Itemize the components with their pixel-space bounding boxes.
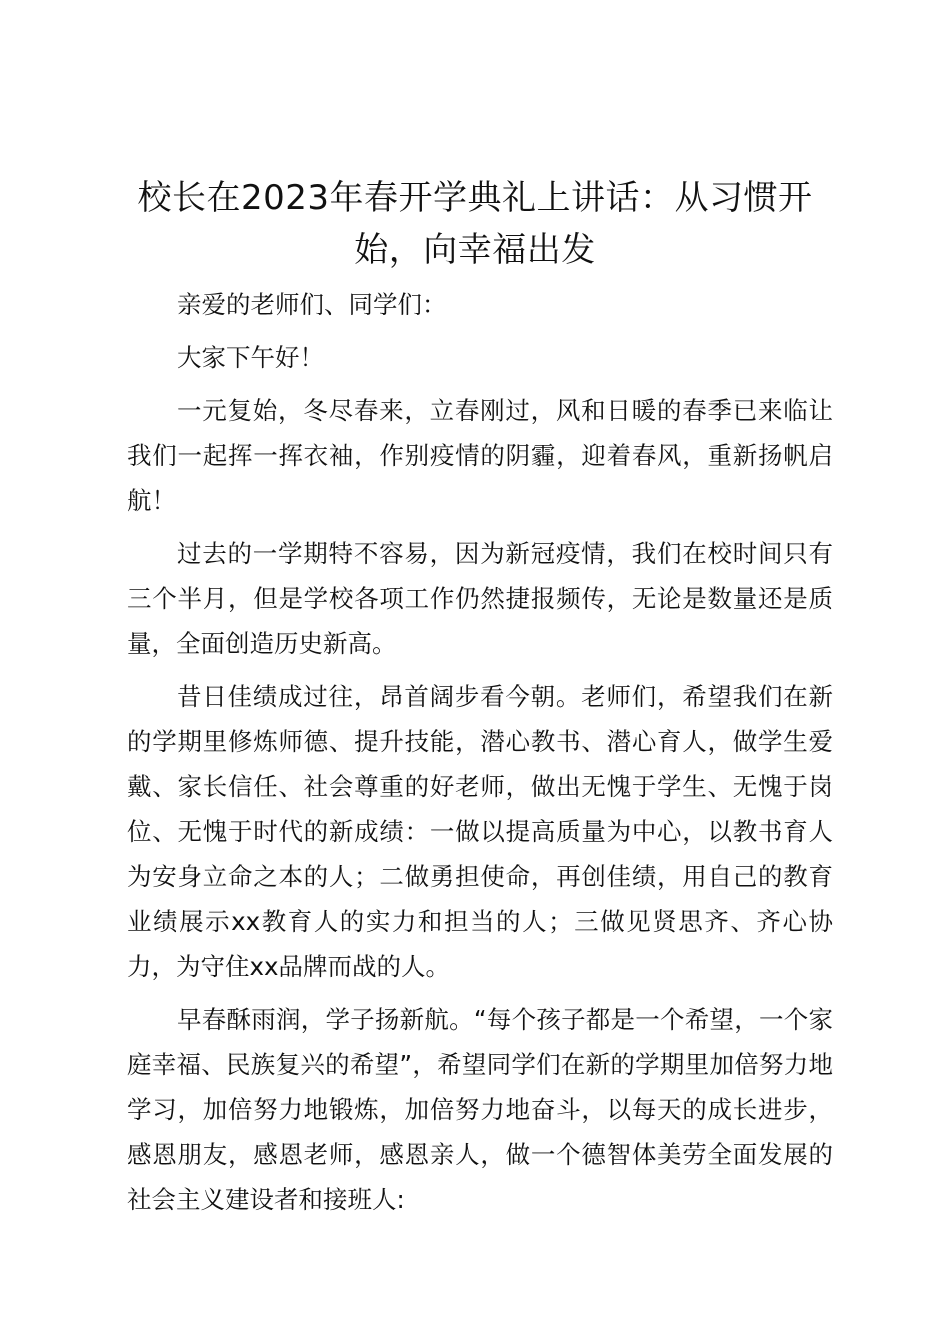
- document-title: 校长在2023年春开学典礼上讲话：从习惯开始，向幸福出发: [137, 178, 813, 270]
- body-paragraph: 昔日佳绩成过往，昂首阔步看今朝。老师们，希望我们在新的学期里修炼师德、提升技能，潜心教书、潜心育人，做学生爱戴、家长信任、社会尊重的好老师，做出无愧于学生、无愧于岗位、无愧于时代的新成绩：一做以提高质量为中心，以教书育人为安身立命之本的人；二做勇担使命，再创佳绩，用自己的教育业绩展示xx教育人的实力和担当的人；三做见贤思齐、齐心协力，为守住xx品牌而战的人。: [127, 682, 833, 981]
- salutation-paragraph: 大家下午好！: [177, 343, 324, 372]
- greeting-paragraph: 亲爱的老师们、同学们：: [177, 290, 447, 319]
- body-paragraph: 早春酥雨润，学子扬新航。“每个孩子都是一个希望，一个家庭幸福、民族复兴的希望”，希望同学们在新的学期里加倍努力地学习，加倍努力地锻炼，加倍努力地奋斗，以每天的成长进步，感恩朋友，感恩老师，感恩亲人，做一个德智体美劳全面发展的社会主义建设者和接班人:: [127, 1005, 833, 1214]
- body-paragraph: 过去的一学期特不容易，因为新冠疫情，我们在校时间只有三个半月，但是学校各项工作仍然捷报频传，无论是数量还是质量，全面创造历史新高。: [127, 539, 833, 658]
- body-paragraph: 一元复始，冬尽春来，立春刚过，风和日暖的春季已来临让我们一起挥一挥衣袖，作别疫情的阴霾，迎着春风，重新扬帆启航！: [127, 396, 833, 515]
- document-body: [127, 282, 833, 1230]
